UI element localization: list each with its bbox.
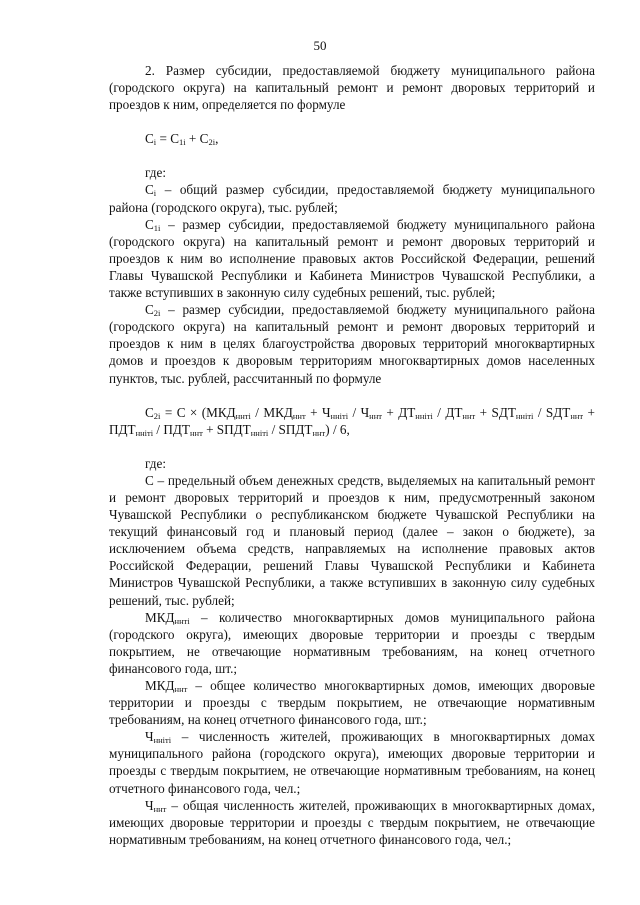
definition-mkd-i: $МКД_{ннті}$ – количество многоквартирных домов муниципального района (городского округа), имеющих дворовые территории и проезды с твердым покрытием, не отвечающие нормативным требованиям, на конец отчетного финансового года, шт.; [109, 609, 595, 676]
definition-mkd: $МКД_{ннт}$ – общее количество многоквартирных домов, имеющих дворовые территории и проезды с твердым покрытием, не отвечающие нормативным требованиям, на конец отчетного финансового года, шт.; [109, 678, 595, 728]
definition-c2i: $C_{2i}$ – размер субсидии, предоставляемой бюджету муниципального района (городского округа) на капитальный ремонт и ремонт дворовых территорий и проездов к ним в целях благоустройства дворовых территорий многоквартирных домов и проездов к дворовым территориям многоквартирных домов населенных пунктов, тыс. рублей, рассчитанный по формуле [109, 302, 595, 386]
definition-ch-i: $Ч_{нніті}$ – численность жителей, проживающих в многоквартирных домах муниципального района (городского округа), имеющих дворовые территории и проезды с твердым покрытием, не отвечающие нормативным требованиям, на конец отчетного финансового года, чел.; [109, 729, 595, 796]
definition-ch: $Ч_{ннт}$ – общая численность жителей, проживающих в многоквартирных домах, имеющих дворовые территории и проезды с твердым покрытием, не отвечающие нормативным требованиям, на конец отчетного финансового года, чел.; [109, 797, 595, 847]
label-where-2: где: [145, 455, 166, 471]
definition-ci: $C_i$ – общий размер субсидии, предоставляемой бюджету муниципального района (городского округа), тыс. рублей; [109, 182, 595, 215]
label-where-1: где: [145, 165, 166, 181]
page-content [109, 62, 595, 848]
paragraph-intro: 2. Размер субсидии, предоставляемой бюджету муниципального района (городского округа) на капитальный ремонт и ремонт дворовых территорий и проездов к ним, определяется по формуле [109, 63, 595, 113]
definition-c1i: $C_{1i}$ – размер субсидии, предоставляемой бюджету муниципального района (городского округа) на капитальный ремонт и ремонт дворовых территорий и проездов к ним во исполнение правовых актов Российской Федерации, решений Главы Чувашской Республики и Кабинета Министров Чувашской Республики, а также вступивших в законную силу судебных решений, тыс. рублей; [109, 216, 595, 301]
definition-c: C – предельный объем денежных средств, выделяемых на капитальный ремонт и ремонт дворовых территорий и проездов к ним, предусмотренный законом Чувашской Республики о республиканском бюджете Чувашской Республики на текущий финансовый год и плановый период (далее – закон о бюджете), за исключением объема средств, направляемых на исполнение правовых актов Российской Федерации, решений Главы Чувашской Республики и Кабинета Министров Чувашской Республики, а также вступивших в законную силу судебных решений, тыс. рублей; [109, 472, 595, 608]
page-number: 50 [313, 38, 327, 53]
formula-c2i: $C_{2i} = C \times (МКД_{ннті} / МКД_{ннт} + Ч_{нніті} / Ч_{ннт} + ДТ_{нніті} / ДТ_{ннт} + SДТ_{нніті} / SДТ_{ннт} + ПДТ_{нніті} / ПДТ_{ннт}$ + $SПДТ_{нніті}$ / $SПДТ_{ннт}) / 6$, [109, 404, 595, 438]
formula-ci: $C_i = C_{1i} + C_{2i}$, [145, 131, 219, 148]
